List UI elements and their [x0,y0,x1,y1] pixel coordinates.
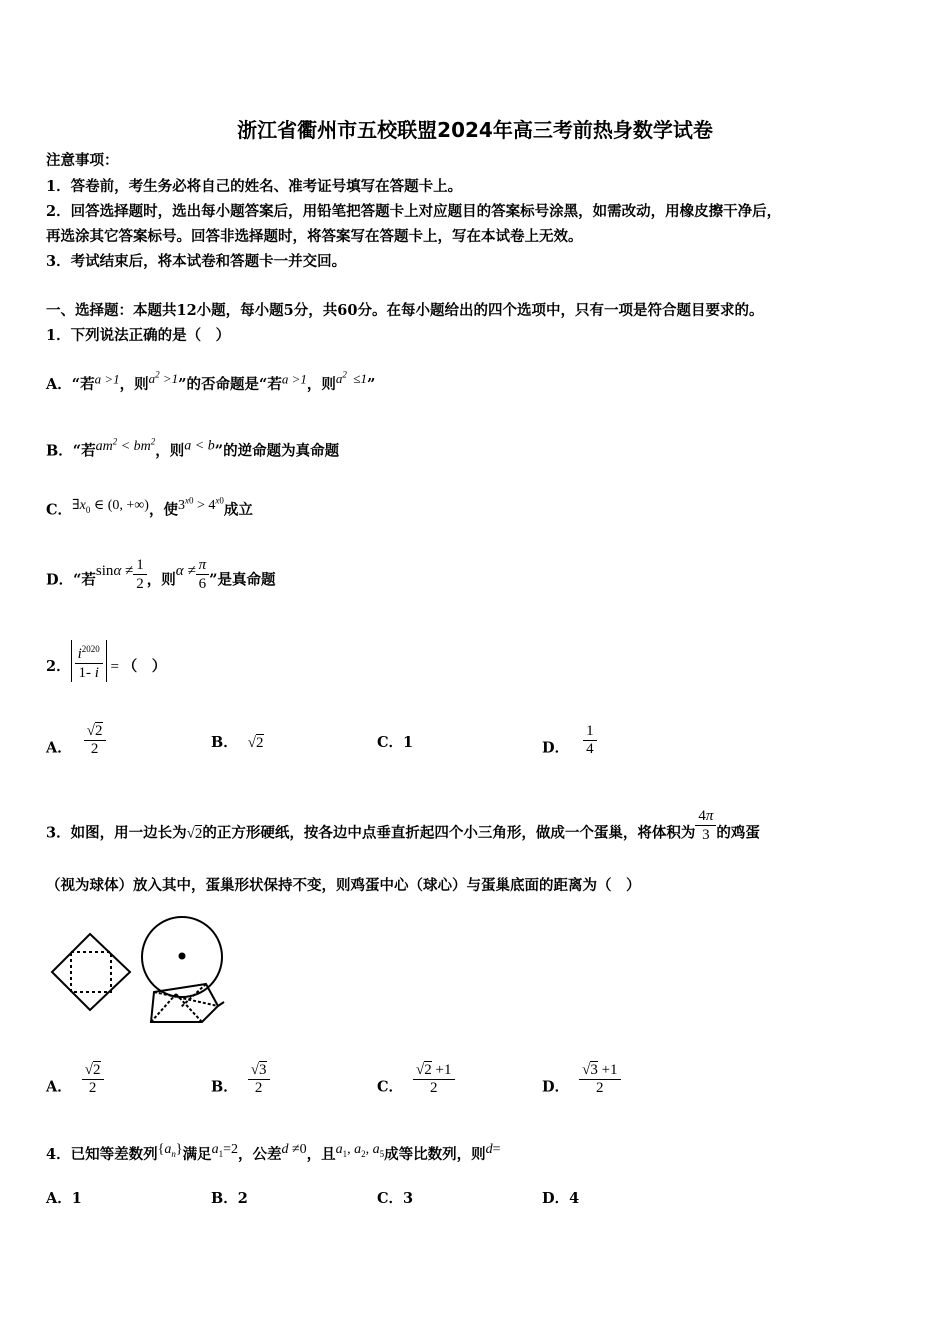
notice-item-3: 3．考试结束后，将本试卷和答题卡一并交回。 [46,253,347,270]
q1-a-mid1: ，则 [119,376,149,394]
q4-option-b[interactable]: B．2 [211,1190,248,1207]
q2-d-label: D． [542,739,570,757]
q3-p1: 3．如图，用一边长为 [46,824,187,842]
q4-option-a[interactable]: A．1 [46,1190,82,1207]
q1-option-c[interactable]: C．$^{\exists x_0 \in (0, +\infty)}$，使$^{3^{x0} > 4^{x0}}$成立 [46,495,253,519]
q3-option-c[interactable]: C． $\frac{√2 +1}{2}$ [377,1070,455,1105]
q2-option-b[interactable]: B． √2 [211,734,264,751]
q2-stem-end: （ ） [122,658,167,675]
q4-option-c[interactable]: C．3 [377,1190,414,1207]
q1-a-mid2: ”的否命题是“若 [178,376,282,394]
q2-b-label: B． [211,734,238,751]
q1-d-end: ”是真命题 [209,571,276,589]
q3-p3: 的鸡蛋 [716,824,760,842]
q1-b-label: B．“若 [46,442,96,460]
q3-stem-line2: （视为球体）放入其中，蛋巢形状保持不变，则鸡蛋中心（球心）与蛋巢底面的距离为（ ） [46,877,641,894]
q2-stem: 2． $\frac{i^{2020}}{1- i}$ = （ ） [46,646,166,688]
q3-p2: 的正方形硬纸，按各边中点垂直折起四个小三角形，做成一个蛋巢，将体积为 [202,824,696,842]
q4-p5: 成等比数列，则 [384,1145,486,1163]
q3-option-a[interactable]: A． $\frac{√2}{2}$ [46,1070,104,1105]
q2-a-label: A． [46,739,72,757]
q3-a-label: A． [46,1078,72,1096]
q3-option-d[interactable]: D． $\frac{√3 +1}{2}$ [542,1070,621,1105]
page-title: 浙江省衢州市五校联盟2024年高三考前热身数学试卷 [237,118,713,142]
q1-c-label: C． [46,501,73,519]
q1-d-label: D．“若 [46,571,96,589]
q2-label: 2． [46,658,71,675]
q1-stem: 1．下列说法正确的是（ ） [46,327,231,344]
notice-item-2b: 再选涂其它答案标号。回答非选择题时，将答案写在答题卡上，写在本试卷上无效。 [46,228,583,245]
q2-option-a[interactable]: A． $\frac{√2}{2}$ [46,731,106,766]
q3-b-label: B． [211,1078,238,1096]
q3-figure [46,912,231,1027]
egg-nest-figure [142,917,224,1022]
q4-stem: 4．已知等差数列$^{\{a_n\}}$满足$^{a_1=2}$，公差$^{d \ne 0}$，且$^{a_1, a_2, a_5}$成等比数列，则$^{d=}$ [46,1142,501,1163]
q1-d-mid: ，则 [146,571,176,589]
q1-a-mid3: ，则 [306,376,336,394]
q1-option-a[interactable]: A．“若$^{a >1}$，则$^{a^2 >1}$”的否命题是“若$^{a >1}$，则$^{a^2 \le 1}$” [46,370,376,394]
q1-option-b[interactable]: B．“若$^{am^2 < bm^2}$，则$^{a < b}$”的逆命题为真命题 [46,436,340,460]
notice-item-2a: 2．回答选择题时，选出每小题答案后，用铅笔把答题卡上对应题目的答案标号涂黑，如需改动，用橡皮擦干净后， [46,203,782,220]
q1-c-mid: ，使 [148,501,178,519]
q1-a-label: A．“若 [46,376,95,394]
q4-p2: 满足 [182,1145,212,1163]
q1-b-end: ”的逆命题为真命题 [214,442,340,460]
q4-p1: 4．已知等差数列 [46,1145,158,1163]
folded-square-figure [52,934,130,1010]
q4-option-d[interactable]: D．4 [542,1190,580,1207]
q1-option-d[interactable]: D．“若sinα ≠ $\frac{1}{2}$ ，则α ≠ $\frac{\pi}{6}$ ”是真命题 [46,557,276,592]
q4-p4: ，且 [306,1145,336,1163]
q3-d-label: D． [542,1078,570,1096]
q4-p3: ，公差 [237,1145,282,1163]
q2-option-d[interactable]: D． $\frac{1}{4}$ [542,731,597,766]
q1-b-mid: ，则 [155,442,185,460]
q1-c-end: 成立 [223,501,253,519]
q2-option-c[interactable]: C．1 [377,734,414,751]
q1-a-end: ” [367,376,376,394]
notice-item-1: 1．答卷前，考生务必将自己的姓名、准考证号填写在答题卡上。 [46,178,463,195]
q3-c-label: C． [377,1078,404,1096]
section-heading: 一、选择题：本题共12小题，每小题5分，共60分。在每小题给出的四个选项中，只有一项是符合题目要求的。 [46,302,764,319]
notice-heading: 注意事项： [46,152,119,169]
q3-option-b[interactable]: B． $\frac{√3}{2}$ [211,1070,270,1105]
q3-stem-line1: 3．如图，用一边长为√2的正方形硬纸，按各边中点垂直折起四个小三角形，做成一个蛋巢，将体积为 $\frac{4\pi}{3}$ 的鸡蛋 [46,808,760,843]
